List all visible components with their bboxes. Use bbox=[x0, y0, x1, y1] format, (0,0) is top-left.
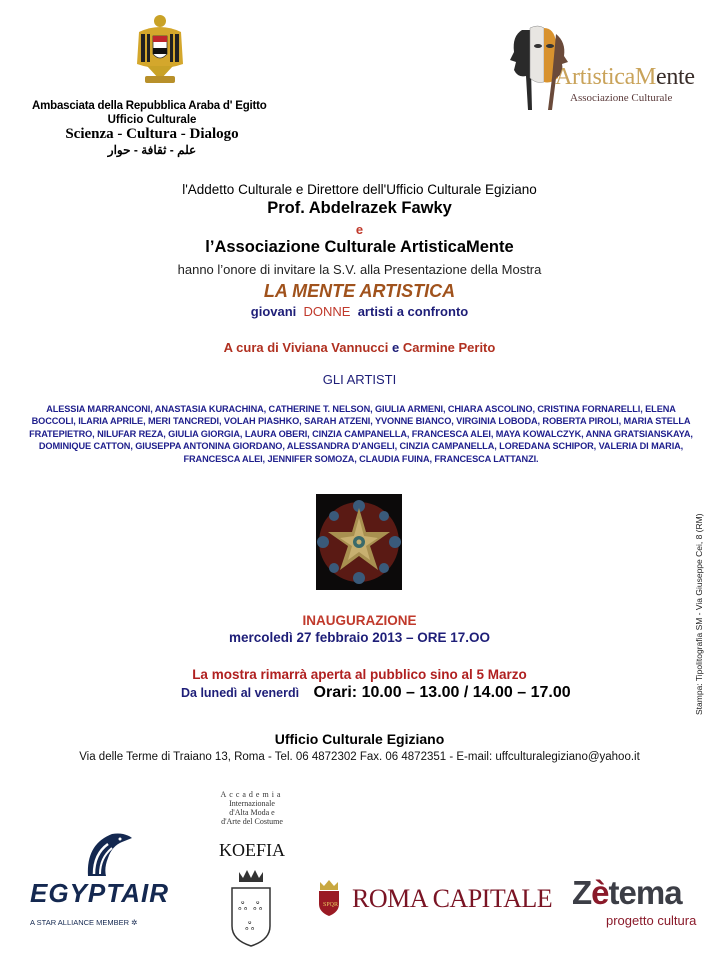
co-host-name: l’Associazione Culturale ArtisticaMente bbox=[205, 238, 514, 256]
artisticamente-logo-subtitle: Associazione Culturale bbox=[570, 92, 673, 104]
koefia-description bbox=[212, 790, 292, 826]
exhibition-title: LA MENTE ARTISTICA bbox=[263, 281, 456, 301]
subtitle-highlight: DONNE bbox=[303, 304, 351, 319]
curator-2: Carmine Perito bbox=[402, 340, 496, 355]
koefia-name: KOEFIA bbox=[219, 840, 285, 860]
star-alliance-icon: ✲ bbox=[131, 918, 138, 927]
conjunction: e bbox=[355, 222, 364, 237]
embassy-name: Ambasciata della Repubblica Araba d' Egitto bbox=[32, 100, 267, 112]
zetema-z: Z bbox=[572, 874, 592, 911]
embassy-motto: Scienza - Cultura - Dialogo bbox=[65, 126, 239, 142]
artisticamente-logo-text bbox=[555, 64, 695, 91]
curators bbox=[0, 340, 719, 355]
exhibition-open-until: La mostra rimarrà aperta al pubblico sino al 5 Marzo bbox=[192, 667, 527, 682]
roma-shield-icon bbox=[318, 880, 340, 916]
invite-text: hanno l’onore di invitare la S.V. alla Presentazione della Mostra bbox=[177, 262, 542, 277]
koefia-line-3: d'Alta Moda e bbox=[229, 808, 275, 817]
zetema-e: è bbox=[591, 874, 609, 911]
host-name: Prof. Abdelrazek Fawky bbox=[267, 199, 452, 217]
zetema-rest: tema bbox=[608, 874, 682, 911]
office-name: Ufficio Culturale Egiziano bbox=[274, 731, 445, 747]
host-title: l'Addetto Culturale e Direttore dell'Ufficio Culturale Egiziano bbox=[182, 182, 537, 197]
zetema-tagline: progetto cultura bbox=[606, 913, 697, 928]
egyptair-horus-icon bbox=[78, 830, 133, 878]
egyptair-logo bbox=[30, 830, 170, 930]
zetema-wordmark bbox=[572, 874, 682, 912]
koefia-line-1: Accademia bbox=[220, 790, 284, 799]
koefia-logo bbox=[212, 790, 292, 955]
koefia-line-4: d'Arte del Costume bbox=[221, 817, 283, 826]
curators-conjunction: e bbox=[392, 340, 400, 355]
logo-text-part2: ente bbox=[656, 64, 695, 90]
svg-text:ஃ: ஃ bbox=[253, 899, 263, 913]
opening-days: Da lunedì al venerdì bbox=[181, 686, 300, 700]
koefia-line-2: Internazionale bbox=[229, 799, 275, 808]
exhibition-subtitle bbox=[0, 304, 719, 319]
inauguration-date: mercoledì 27 febbraio 2013 – ORE 17.OO bbox=[228, 630, 491, 645]
embassy-office: Ufficio Culturale bbox=[107, 114, 197, 126]
office-address: Via delle Terme di Traiano 13, Roma - Tel. 06 4872302 Fax. 06 4872351 - E-mail: uffculturalegiziano@yahoo.it bbox=[79, 751, 640, 763]
egyptair-tagline bbox=[30, 918, 137, 927]
embassy-motto-arabic: علم - ثقافة - حوار bbox=[107, 143, 197, 157]
opening-times: Orari: 10.00 – 13.00 / 14.00 – 17.00 bbox=[313, 684, 571, 701]
logo-text-part1: Artistica bbox=[555, 64, 635, 90]
kaleidoscope-artwork-image-icon bbox=[316, 494, 402, 590]
egypt-eagle-emblem-icon bbox=[133, 12, 187, 88]
print-credit: Stampa: Tipolitografia SM - Via Giuseppe Cei, 8 (RM) bbox=[694, 513, 704, 715]
koefia-crest-icon bbox=[226, 868, 276, 948]
artists-heading: GLI ARTISTI bbox=[322, 372, 397, 387]
inauguration-label: INAUGURAZIONE bbox=[302, 613, 417, 628]
curator-1: A cura di Viviana Vannucci bbox=[223, 340, 389, 355]
svg-text:ஃ: ஃ bbox=[245, 919, 255, 933]
roma-capitale-logo bbox=[318, 880, 553, 920]
egyptair-wordmark: EGYPTAIR bbox=[30, 878, 169, 908]
zetema-logo bbox=[572, 874, 707, 940]
logo-text-m: M bbox=[634, 64, 656, 90]
roma-capitale-text: ROMA CAPITALE bbox=[352, 884, 553, 913]
egyptair-tagline-text: A STAR ALLIANCE MEMBER bbox=[30, 918, 130, 927]
svg-text:ஃ: ஃ bbox=[238, 899, 248, 913]
subtitle-part1: giovani bbox=[250, 304, 297, 319]
svg-text:SPQR: SPQR bbox=[323, 902, 339, 908]
artists-list: ALESSIA MARRANCONI, ANASTASIA KURACHINA, CATHERINE T. NELSON, GIULIA ARMENI, CHIARA ASCOLINO, CRISTINA FORNARELLI, ELENA BOCCOLI, ILARIA APRILE, MERI TANCREDI, VOLAH PIASHKO, SARAH ATZENI, YVONNE BIANCO, VIRGINIA LOBODA, ROBERTA PIROLI, MARIA STELLA FRATEPIETRO, NILUFAR REZA, GIULIA GIORGIA, LAURA OBERI, CINZIA CAMPANELLA, FRANCESCA ALEI, MAYA KOWALCZYK, ANNA GRATSIANSKAYA, DOMINIQUE CATTON, GIUSEPPA ANTONINA GIORDANO, ALESSANDRA D'ANGELI, CINZIA CAMPANELLA, LOREDANA SCHIPOR, VALERIA DI MARIA, FRANCESCA ALEI, JENNIFER SOMOZA, CLAUDIA FUINA, FRANCESCA LATTANZI. bbox=[29, 404, 693, 464]
opening-hours bbox=[181, 684, 571, 702]
subtitle-part2: artisti a confronto bbox=[357, 304, 469, 319]
